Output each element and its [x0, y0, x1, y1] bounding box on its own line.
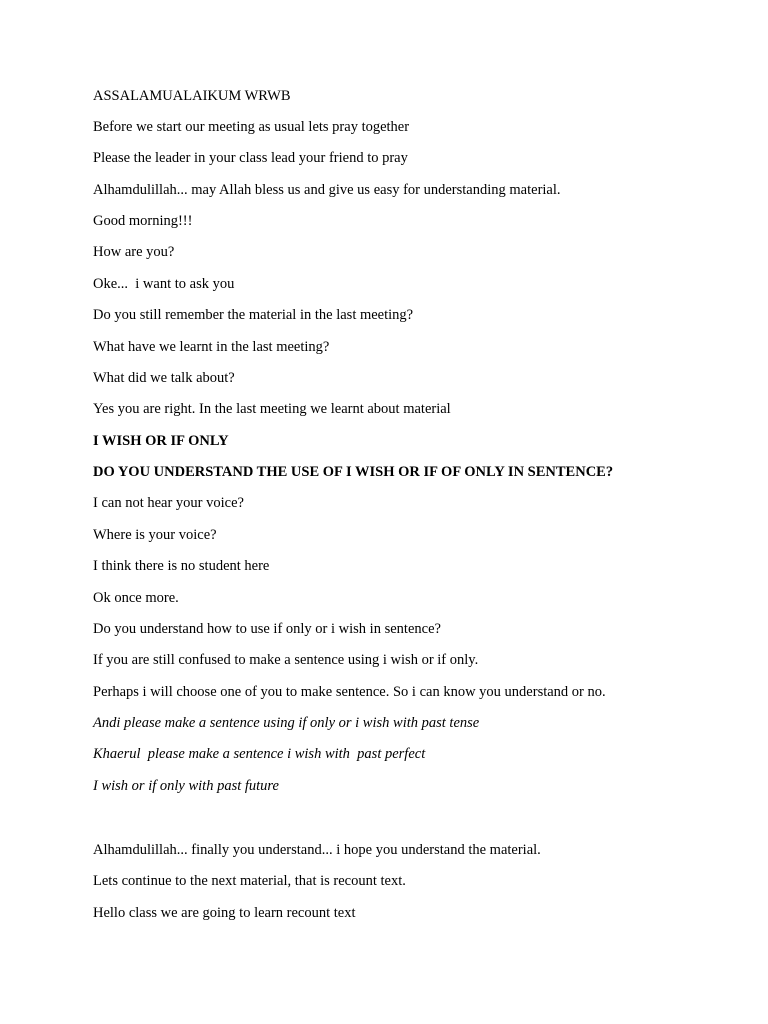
- text-line: What have we learnt in the last meeting?: [93, 339, 330, 355]
- greeting-line: ASSALAMUALAIKUM WRWB: [93, 88, 291, 104]
- text-line: Where is your voice?: [93, 527, 217, 543]
- italic-line: Andi please make a sentence using if only or i wish with past tense: [93, 715, 480, 731]
- italic-line: Khaerul please make a sentence i wish with past perfect: [93, 746, 426, 762]
- heading-line: I WISH OR IF ONLY: [93, 433, 229, 449]
- text-line: If you are still confused to make a sentence using i wish or if only.: [93, 652, 479, 668]
- text-line: Good morning!!!: [93, 213, 193, 229]
- text-line: Do you still remember the material in the last meeting?: [93, 307, 414, 323]
- italic-line: I wish or if only with past future: [93, 778, 279, 794]
- text-line: Please the leader in your class lead your friend to pray: [93, 150, 408, 166]
- text-line: I can not hear your voice?: [93, 495, 244, 511]
- text-line: I think there is no student here: [93, 558, 270, 574]
- text-line: Do you understand how to use if only or i wish in sentence?: [93, 621, 441, 637]
- text-line: Before we start our meeting as usual lets pray together: [93, 119, 410, 135]
- text-line: What did we talk about?: [93, 370, 235, 386]
- text-line: Ok once more.: [93, 590, 179, 606]
- heading-line: DO YOU UNDERSTAND THE USE OF I WISH OR IF OF ONLY IN SENTENCE?: [93, 464, 614, 480]
- text-line: Yes you are right. In the last meeting we learnt about material: [93, 401, 451, 417]
- text-line: Perhaps i will choose one of you to make sentence. So i can know you understand or no.: [93, 684, 606, 700]
- text-line: Hello class we are going to learn recount text: [93, 905, 356, 921]
- text-line: Alhamdulillah... may Allah bless us and give us easy for understanding material.: [93, 182, 561, 198]
- text-line: Lets continue to the next material, that is recount text.: [93, 873, 406, 889]
- text-line: How are you?: [93, 244, 175, 260]
- text-line: Alhamdulillah... finally you understand... i hope you understand the material.: [93, 842, 541, 858]
- text-line: Oke... i want to ask you: [93, 276, 235, 292]
